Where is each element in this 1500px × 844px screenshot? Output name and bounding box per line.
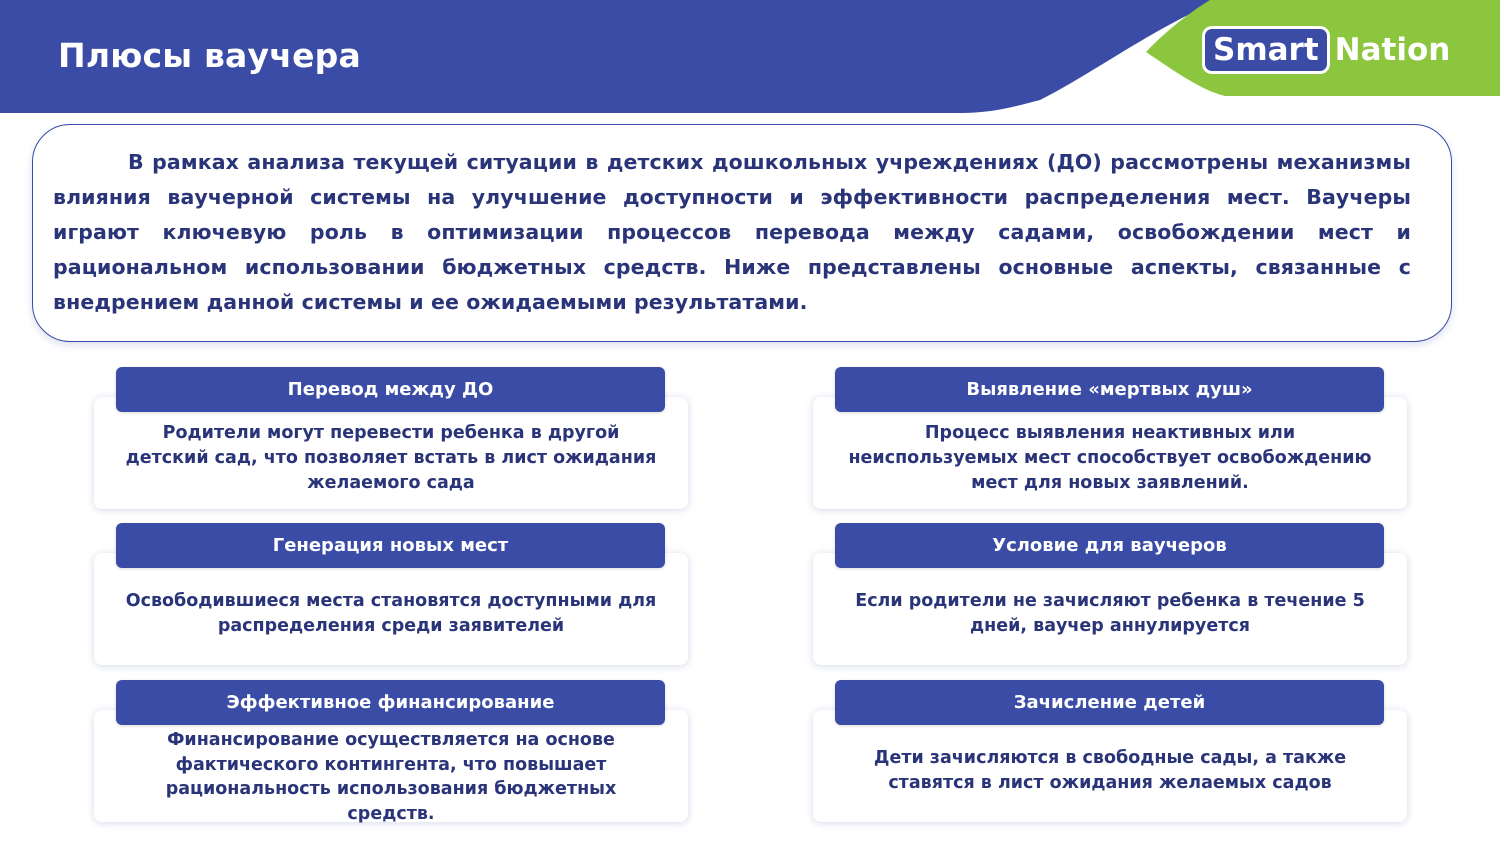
card-enrollment bbox=[813, 680, 1407, 823]
card-text: Освободившиеся места становятся доступными для распределения среди заявителей bbox=[125, 591, 657, 636]
card-title: Выявление «мертвых душ» bbox=[835, 367, 1384, 412]
intro-box bbox=[32, 124, 1452, 342]
page-title: Плюсы ваучера bbox=[58, 36, 361, 75]
card-new-places bbox=[94, 523, 688, 666]
card-title: Перевод между ДО bbox=[116, 367, 665, 412]
card-transfer bbox=[94, 367, 688, 510]
card-text: Дети зачисляются в свободные сады, а также ставятся в лист ожидания желаемых садов bbox=[873, 748, 1347, 793]
card-title: Зачисление детей bbox=[835, 680, 1384, 725]
card-voucher-condition bbox=[813, 523, 1407, 666]
card-title: Эффективное финансирование bbox=[116, 680, 665, 725]
logo-smart-text: Smart bbox=[1205, 29, 1327, 71]
card-text: Финансирование осуществляется на основе фактического контингента, что повышает рациональность использования бюджетных средств. bbox=[165, 730, 617, 824]
card-body bbox=[813, 710, 1407, 822]
card-body bbox=[94, 710, 688, 822]
card-body bbox=[813, 397, 1407, 509]
card-text: Процесс выявления неактивных или неиспользуемых мест способствует освобождению мест для новых заявлений. bbox=[848, 422, 1372, 493]
card-text: Если родители не зачисляют ребенка в течение 5 дней, ваучер аннулируется bbox=[855, 591, 1365, 636]
logo-nation-text: Nation bbox=[1334, 32, 1451, 68]
card-body bbox=[813, 553, 1407, 665]
card-financing bbox=[94, 680, 688, 823]
card-dead-souls bbox=[813, 367, 1407, 510]
card-title: Условие для ваучеров bbox=[835, 523, 1384, 568]
card-title: Генерация новых мест bbox=[116, 523, 665, 568]
intro-paragraph: В рамках анализа текущей ситуации в детских дошкольных учреждениях (ДО) рассмотрены механизмы влияния ваучерной системы на улучшение доступности и эффективности распределения мест. Ваучеры играют ключевую роль в оптимизации процессов перевода между садами, освобождении мест и рациональном использовании бюджетных средств. Ниже представлены основные аспекты, связанные с внедрением данной системы и ее ожидаемыми результатами. bbox=[53, 150, 1411, 314]
card-body bbox=[94, 553, 688, 665]
smart-nation-logo bbox=[1205, 28, 1450, 72]
card-text: Родители могут перевести ребенка в другой детский сад, что позволяет встать в лист ожидания желаемого сада bbox=[125, 422, 657, 493]
card-body bbox=[94, 397, 688, 509]
